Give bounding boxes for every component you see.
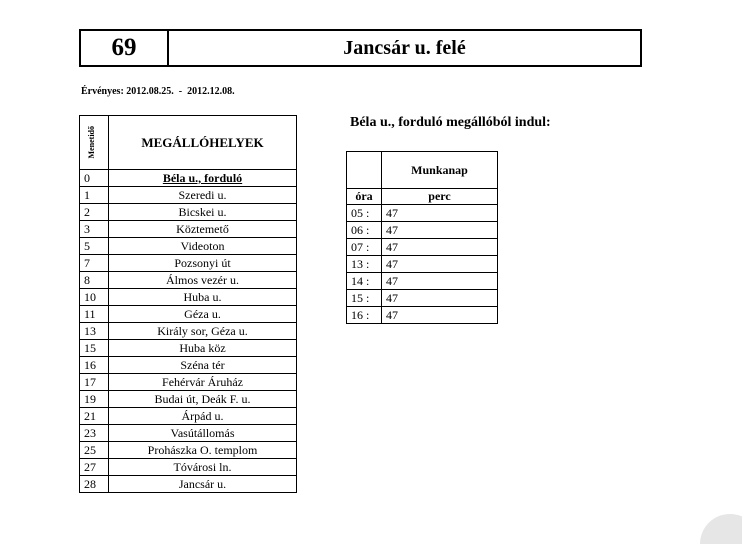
corner-cell	[347, 152, 382, 189]
table-row	[80, 289, 297, 306]
departure-hour: 13 :	[347, 256, 382, 273]
departure-minutes: 47	[382, 205, 498, 222]
stops-header: MEGÁLLÓHELYEK	[109, 116, 297, 170]
stop-name: Béla u., forduló	[109, 170, 297, 187]
stop-name: Pozsonyi út	[109, 255, 297, 272]
validity-period: Érvényes: 2012.08.25. - 2012.12.08.	[81, 86, 235, 97]
table-row	[80, 476, 297, 493]
travel-time: 16	[80, 357, 109, 374]
table-row	[347, 290, 498, 307]
table-row	[80, 255, 297, 272]
travel-time: 17	[80, 374, 109, 391]
table-row	[80, 459, 297, 476]
stop-name: Huba köz	[109, 340, 297, 357]
travel-time: 13	[80, 323, 109, 340]
table-row	[80, 391, 297, 408]
travel-time: 11	[80, 306, 109, 323]
table-row	[347, 205, 498, 222]
table-row	[347, 307, 498, 324]
stop-name: Vasútállomás	[109, 425, 297, 442]
stop-name: Széna tér	[109, 357, 297, 374]
minute-header: perc	[382, 189, 498, 205]
table-row	[347, 239, 498, 256]
travel-time: 19	[80, 391, 109, 408]
departure-minutes: 47	[382, 307, 498, 324]
stop-name: Király sor, Géza u.	[109, 323, 297, 340]
departure-minutes: 47	[382, 222, 498, 239]
stop-name: Budai út, Deák F. u.	[109, 391, 297, 408]
table-row	[80, 323, 297, 340]
departure-hour: 15 :	[347, 290, 382, 307]
travel-time-header: Menetidő	[80, 116, 109, 170]
travel-time: 21	[80, 408, 109, 425]
start-stop-label: Béla u., forduló megállóból indul:	[350, 115, 551, 130]
direction-title: Jancsár u. felé	[343, 36, 466, 59]
table-row	[80, 340, 297, 357]
stop-name: Bicskei u.	[109, 204, 297, 221]
departure-hour: 06 :	[347, 222, 382, 239]
departure-minutes: 47	[382, 256, 498, 273]
departure-minutes: 47	[382, 290, 498, 307]
table-row	[80, 187, 297, 204]
table-row	[80, 221, 297, 238]
departure-minutes: 47	[382, 239, 498, 256]
table-row	[80, 425, 297, 442]
travel-time: 5	[80, 238, 109, 255]
table-row	[80, 306, 297, 323]
travel-time: 15	[80, 340, 109, 357]
hour-header: óra	[347, 189, 382, 205]
stop-name: Árpád u.	[109, 408, 297, 425]
stop-name: Géza u.	[109, 306, 297, 323]
table-row	[80, 408, 297, 425]
travel-time: 0	[80, 170, 109, 187]
stop-name: Videoton	[109, 238, 297, 255]
travel-time: 8	[80, 272, 109, 289]
stops-table	[79, 115, 297, 493]
route-number: 69	[81, 31, 169, 65]
table-row	[347, 222, 498, 239]
travel-time: 1	[80, 187, 109, 204]
table-row	[80, 238, 297, 255]
table-row	[80, 374, 297, 391]
travel-time: 27	[80, 459, 109, 476]
travel-time: 3	[80, 221, 109, 238]
departure-hour: 14 :	[347, 273, 382, 290]
travel-time: 23	[80, 425, 109, 442]
stop-name: Tóvárosi ln.	[109, 459, 297, 476]
travel-time: 25	[80, 442, 109, 459]
table-row	[80, 204, 297, 221]
stop-name: Köztemető	[109, 221, 297, 238]
table-row	[347, 273, 498, 290]
stop-name: Prohászka O. templom	[109, 442, 297, 459]
travel-time: 7	[80, 255, 109, 272]
stop-name: Álmos vezér u.	[109, 272, 297, 289]
table-row	[80, 442, 297, 459]
departure-hour: 07 :	[347, 239, 382, 256]
stop-name: Jancsár u.	[109, 476, 297, 493]
day-type-header: Munkanap	[382, 152, 498, 189]
corner-decoration	[700, 514, 742, 544]
travel-time: 28	[80, 476, 109, 493]
stop-name: Szeredi u.	[109, 187, 297, 204]
departure-hour: 16 :	[347, 307, 382, 324]
stop-name: Fehérvár Áruház	[109, 374, 297, 391]
table-row	[80, 272, 297, 289]
departures-table	[346, 151, 498, 324]
departure-minutes: 47	[382, 273, 498, 290]
stop-name: Huba u.	[109, 289, 297, 306]
table-row	[80, 170, 297, 187]
table-row	[347, 256, 498, 273]
table-row	[80, 357, 297, 374]
route-header	[79, 29, 642, 67]
travel-time: 10	[80, 289, 109, 306]
departure-hour: 05 :	[347, 205, 382, 222]
travel-time: 2	[80, 204, 109, 221]
